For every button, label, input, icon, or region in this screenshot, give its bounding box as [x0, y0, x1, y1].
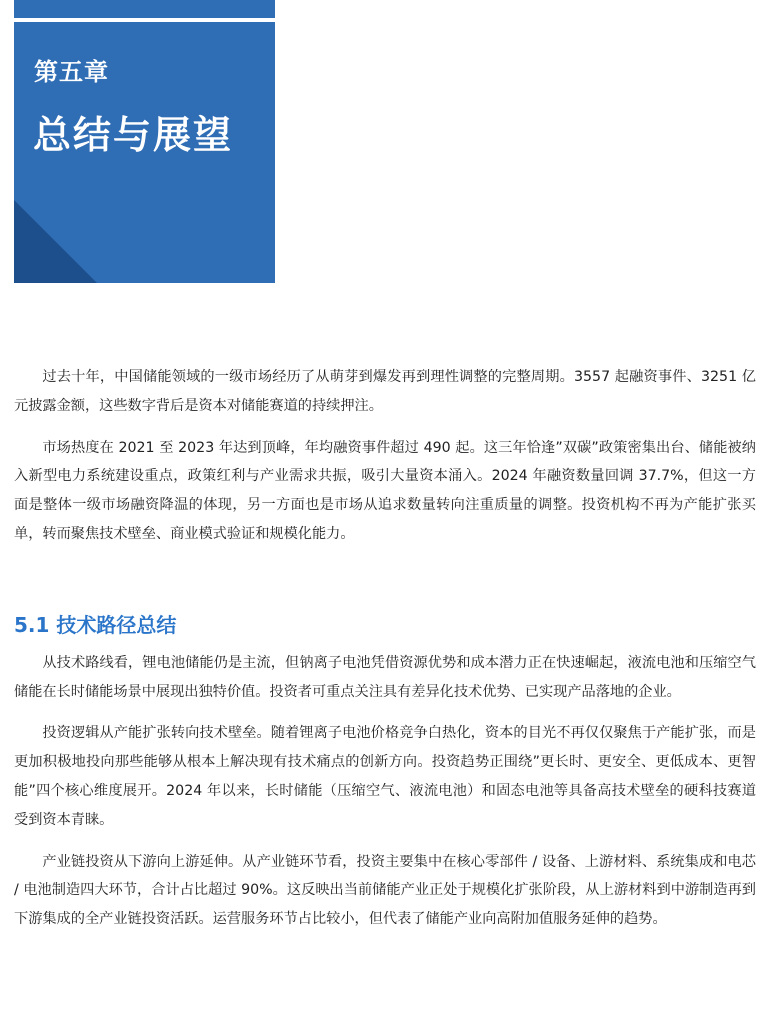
- section-heading: 5.1 技术路径总结: [14, 612, 177, 637]
- body-content: [14, 363, 756, 947]
- intro-paragraph-2: 市场热度在 2021 至 2023 年达到顶峰，年均融资事件超过 490 起。这三年恰逢”双碳”政策密集出台、储能被纳入新型电力系统建设重点，政策红利与产业需求共振，吸引大量资本涌入。2024 年融资数量回调 37.7%，但这一方面是整体一级市场融资降温的体现，另一方面也是市场从追求数量转向注重质量的调整。投资机构不再为产能扩张买单，转而聚焦技术壁垒、商业模式验证和规模化能力。: [14, 439, 756, 542]
- chapter-title: 总结与展望: [33, 113, 234, 157]
- top-accent-strip: [14, 0, 275, 18]
- section-paragraph-1: 从技术路线看，锂电池储能仍是主流，但钠离子电池凭借资源优势和成本潜力正在快速崛起，液流电池和压缩空气储能在长时储能场景中展现出独特价值。投资者可重点关注具有差异化技术优势、已实现产品落地的企业。: [14, 654, 756, 700]
- chapter-number: 第五章: [34, 58, 109, 86]
- intro-paragraph-1: 过去十年，中国储能领域的一级市场经历了从萌芽到爆发再到理性调整的完整周期。3557 起融资事件、3251 亿元披露金额，这些数字背后是资本对储能赛道的持续押注。: [14, 369, 756, 414]
- section-paragraph-2: 投资逻辑从产能扩张转向技术壁垒。随着锂离子电池价格竞争白热化，资本的目光不再仅仅聚焦于产能扩张，而是更加积极地投向那些能够从根本上解决现有技术痛点的创新方向。投资趋势正围绕”更长时、更安全、更低成本、更智能”四个核心维度展开。2024 年以来，长时储能（压缩空气、液流电池）和固态电池等具备高技术壁垒的硬科技赛道受到资本青睐。: [14, 725, 756, 828]
- chapter-banner: [14, 22, 275, 283]
- section-paragraph-3: 产业链投资从下游向上游延伸。从产业链环节看，投资主要集中在核心零部件 / 设备、上游材料、系统集成和电芯 / 电池制造四大环节，合计占比超过 90%。这反映出当前储能产业正处于规模化扩张阶段，从上游材料到中游制造再到下游集成的全产业链投资活跃。运营服务环节占比较小，但代表了储能产业向高附加值服务延伸的趋势。: [14, 853, 756, 928]
